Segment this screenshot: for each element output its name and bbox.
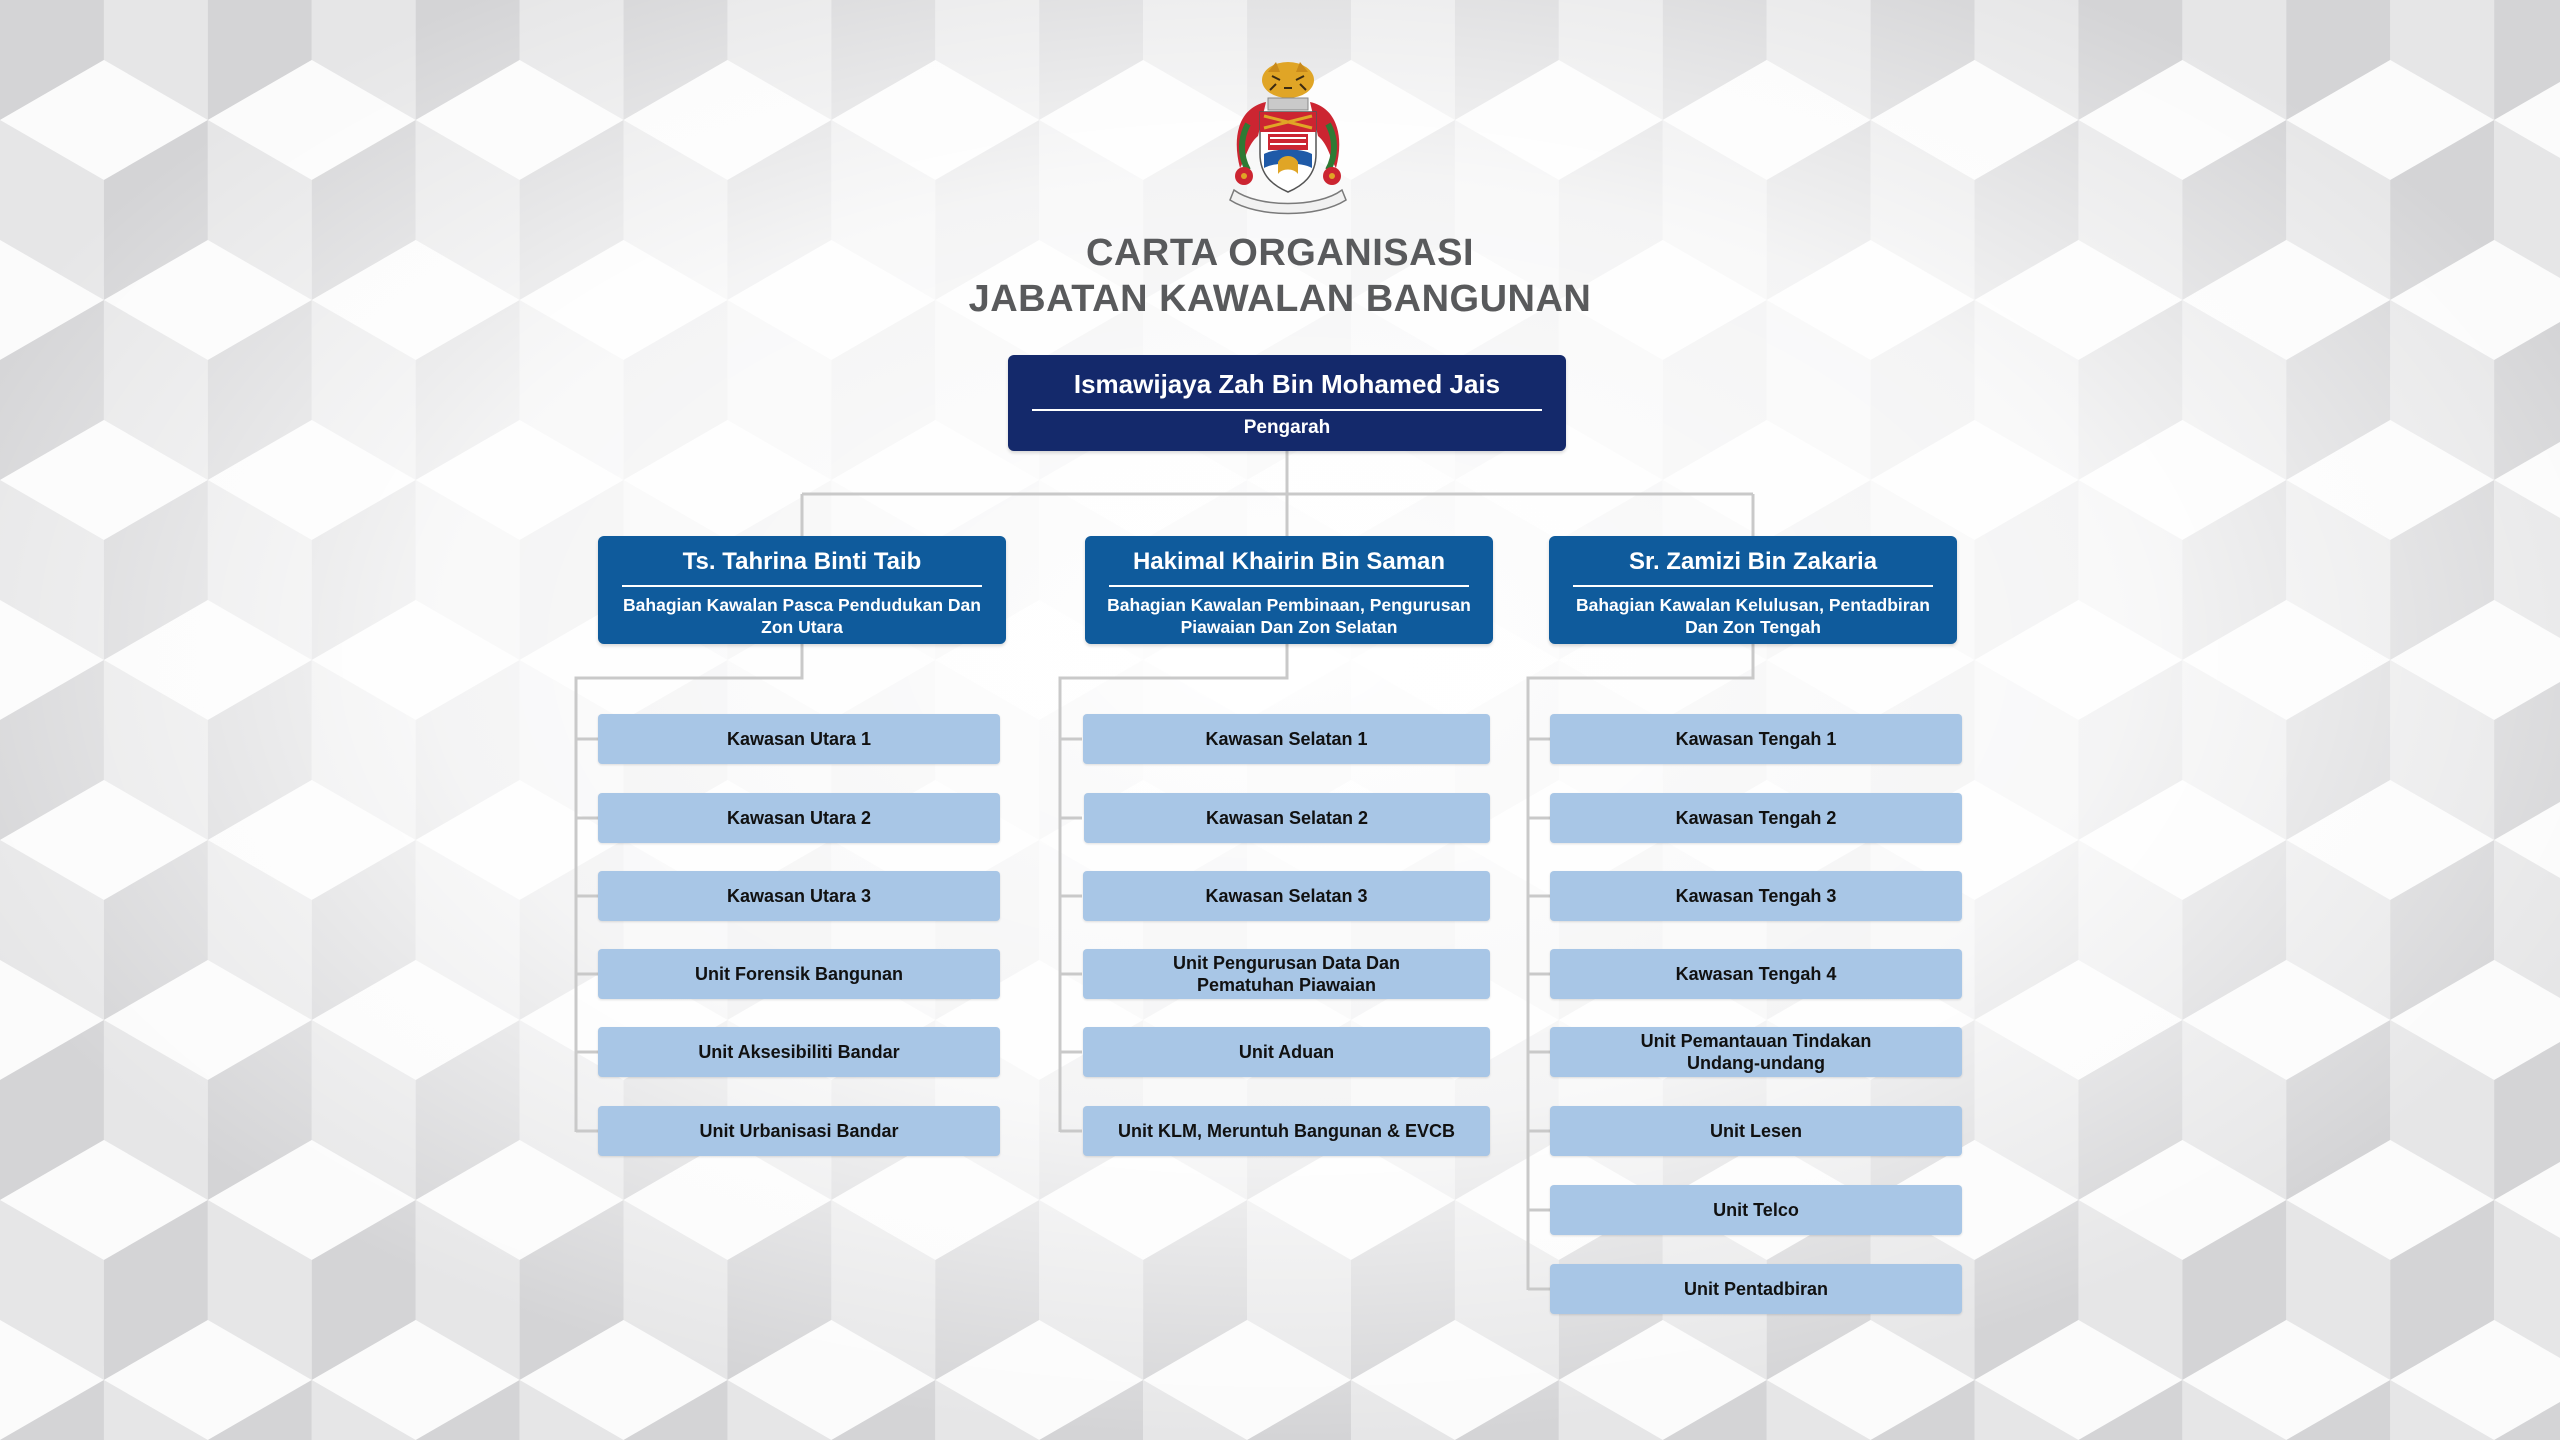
unit-box: Unit Telco	[1550, 1185, 1962, 1235]
divider	[1032, 409, 1542, 411]
unit-box: Kawasan Selatan 2	[1084, 793, 1490, 843]
division-box-south	[1085, 536, 1493, 644]
unit-box: Kawasan Utara 3	[598, 871, 1000, 921]
division-title: Bahagian Kawalan Pembinaan, Pengurusan Piawaian Dan Zon Selatan	[1107, 595, 1471, 637]
divider	[1109, 585, 1469, 587]
unit-box: Kawasan Utara 2	[598, 793, 1000, 843]
chart-title-line1: CARTA ORGANISASI	[1086, 232, 1474, 274]
division-head-name: Hakimal Khairin Bin Saman	[1132, 548, 1446, 575]
unit-box: Kawasan Tengah 4	[1550, 949, 1962, 999]
unit-box: Unit Forensik Bangunan	[598, 949, 1000, 999]
unit-box: Kawasan Selatan 3	[1083, 871, 1490, 921]
chart-title-line2: JABATAN KAWALAN BANGUNAN	[968, 278, 1592, 320]
unit-box: Unit Aduan	[1083, 1027, 1490, 1077]
division-head-name: Sr. Zamizi Bin Zakaria	[1628, 548, 1878, 575]
division-title: Bahagian Kawalan Kelulusan, Pentadbiran Dan Zon Tengah	[1576, 595, 1930, 637]
unit-box: Unit KLM, Meruntuh Bangunan & EVCB	[1083, 1106, 1490, 1156]
division-head-name: Ts. Tahrina Binti Taib	[682, 548, 922, 575]
unit-box: Kawasan Tengah 3	[1550, 871, 1962, 921]
unit-box: Unit Urbanisasi Bandar	[598, 1106, 1000, 1156]
divider	[1573, 585, 1933, 587]
dbkl-coat-of-arms-icon	[1218, 58, 1358, 218]
director-name: Ismawijaya Zah Bin Mohamed Jais	[1073, 369, 1501, 399]
unit-box: Unit Aksesibiliti Bandar	[598, 1027, 1000, 1077]
unit-box: Kawasan Selatan 1	[1083, 714, 1490, 764]
unit-box: Unit Pentadbiran	[1550, 1264, 1962, 1314]
unit-box: Kawasan Tengah 1	[1550, 714, 1962, 764]
unit-box: Unit Pengurusan Data Dan Pematuhan Piawaian	[1083, 949, 1490, 999]
division-title: Bahagian Kawalan Pasca Pendudukan Dan Zon Utara	[623, 595, 981, 637]
division-box-central	[1549, 536, 1957, 644]
director-role: Pengarah	[1243, 417, 1331, 438]
divider	[622, 585, 982, 587]
director-box	[1008, 355, 1566, 451]
unit-box: Kawasan Tengah 2	[1550, 793, 1962, 843]
division-box-north	[598, 536, 1006, 644]
unit-box: Kawasan Utara 1	[598, 714, 1000, 764]
unit-box: Unit Pemantauan Tindakan Undang-undang	[1550, 1027, 1962, 1077]
unit-box: Unit Lesen	[1550, 1106, 1962, 1156]
